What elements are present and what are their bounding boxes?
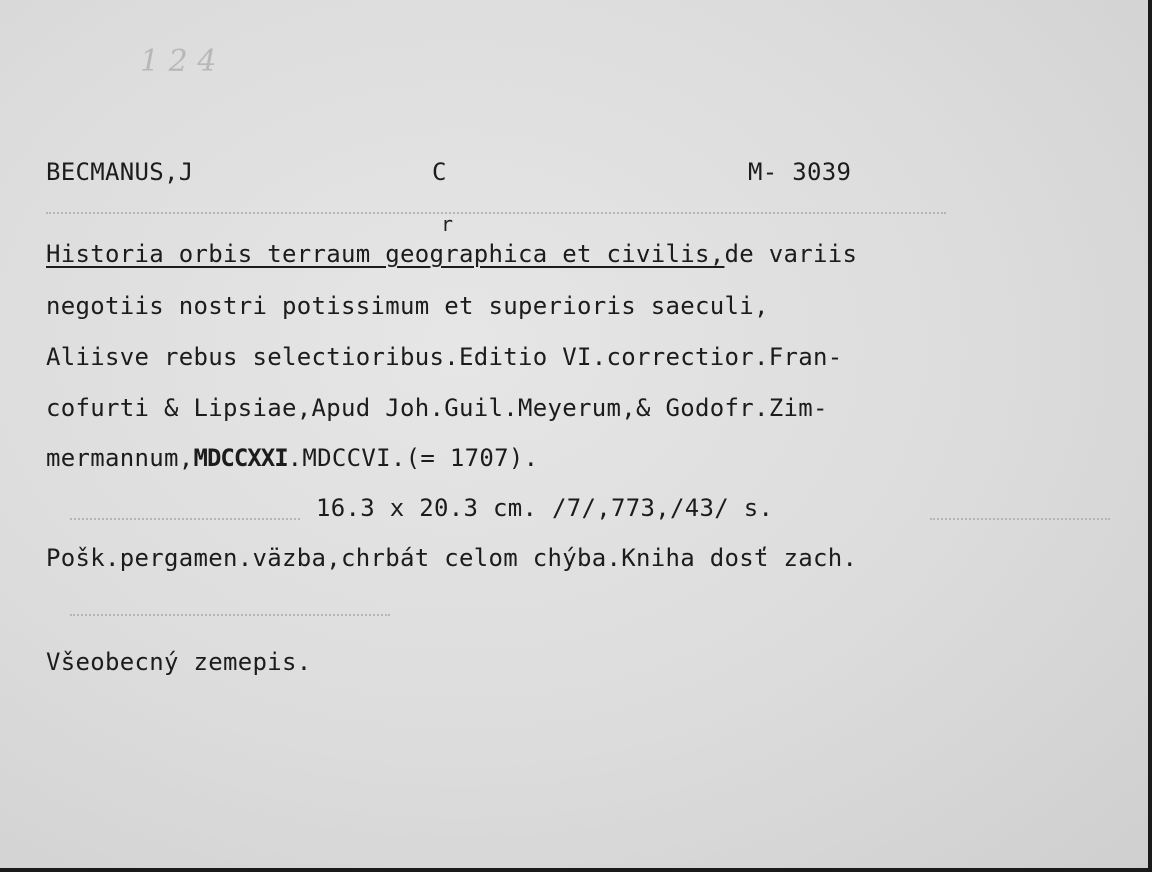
line5-end: .MDCCVI.(= 1707).: [287, 444, 539, 472]
class-mark: C: [432, 158, 447, 186]
subject-line: Všeobecný zemepis.: [46, 648, 312, 676]
dotted-rule-right: [930, 518, 1110, 520]
pencil-mark: 1 2 4: [140, 44, 217, 79]
text-line-4: cofurti & Lipsiae,Apud Joh.Guil.Meyerum,& Godofr.Zim-: [46, 394, 828, 422]
title-rest: de variis: [724, 240, 858, 268]
dimensions-line: 16.3 x 20.3 cm. /7/,773,/43/ s.: [316, 494, 774, 522]
dotted-rule-top: [46, 212, 946, 214]
shelf-signature: M- 3039: [748, 158, 852, 186]
correction-mark: r: [441, 212, 454, 236]
struck-date: MDCCXXI: [193, 444, 288, 472]
condition-line: Pošk.pergamen.väzba,chrbát celom chýba.Kniha dosť zach.: [46, 544, 858, 572]
line5-start: mermannum,: [46, 444, 194, 472]
text-line-3: Aliisve rebus selectioribus.Editio VI.correctior.Fran-: [46, 343, 843, 371]
text-line-2: negotiis nostri potissimum et superioris saeculi,: [46, 292, 769, 320]
dotted-rule-left: [70, 518, 300, 520]
author-name: BECMANUS,J: [46, 158, 194, 186]
title-underlined: Historia orbis terraum geographica et civilis,: [46, 240, 725, 268]
dotted-rule-bottom: [70, 614, 390, 616]
text-line-5: [46, 444, 538, 472]
title-line: [46, 240, 857, 268]
